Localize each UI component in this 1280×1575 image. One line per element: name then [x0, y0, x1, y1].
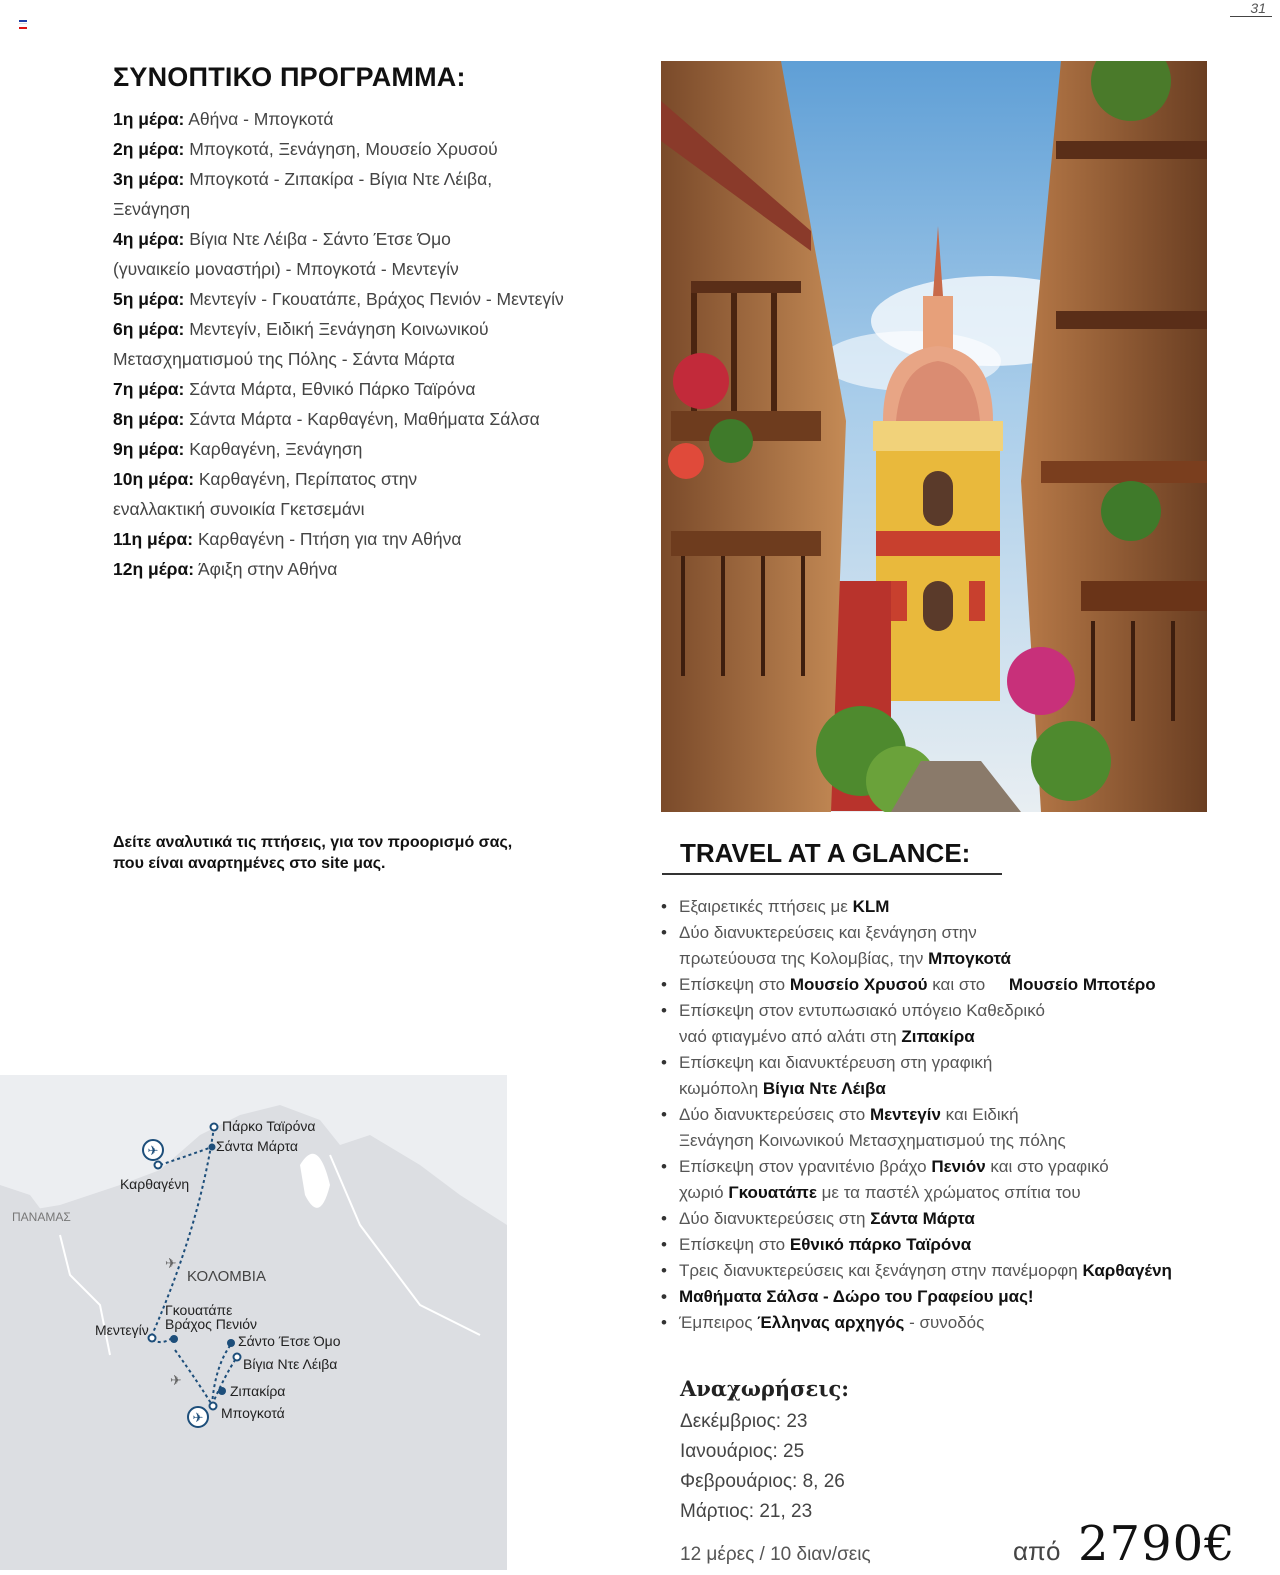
page-number-rule [1230, 16, 1272, 17]
glance-highlight: Ζιπακίρα [901, 1027, 975, 1046]
svg-text:✈: ✈ [147, 1143, 159, 1158]
glance-item [661, 1206, 1261, 1232]
day-text: Άφιξη στην Αθήνα [197, 559, 338, 579]
glance-highlight: Σάντα Μάρτα [870, 1209, 975, 1228]
glance-text: Εξαιρετικές πτήσεις με [679, 897, 853, 916]
map-label-tayrona: Πάρκο Ταϊρόνα [222, 1118, 316, 1134]
itinerary-day-11 [113, 524, 613, 554]
day-text: Μεντεγίν, Ειδική Ξενάγηση Κοινωνικού [189, 319, 489, 339]
map-label-guatape: Γκουατάπε [165, 1302, 233, 1318]
map-label-penon: Βράχος Πενιόν [165, 1316, 258, 1332]
price-from-label: από [1013, 1536, 1061, 1566]
glance-highlight: Μουσείο Μποτέρο [1008, 975, 1156, 994]
plane-icon: ✈ [165, 1255, 177, 1271]
map-label-medellin: Μεντεγίν [95, 1322, 149, 1338]
glance-list [661, 894, 1261, 1336]
day-label: 5η μέρα: [113, 289, 185, 309]
stop-zipaquira [218, 1387, 226, 1395]
glance-text: Επίσκεψη στο [679, 1235, 790, 1254]
itinerary-day-3 [113, 164, 613, 224]
glance-text: Ξενάγηση Κοινωνικού Μετασχηματισμού της πόλης [679, 1131, 1066, 1150]
glance-text: πρωτεύουσα της Κολομβίας, την [679, 949, 929, 968]
map-label-santo-ecce-homo: Σάντο Έτσε Όμο [238, 1333, 341, 1349]
glance-text: Έμπειρος [679, 1313, 758, 1332]
glance-title: TRAVEL AT A GLANCE: [680, 838, 971, 868]
glance-item [661, 1310, 1261, 1336]
map-label-santa-marta: Σάντα Μάρτα [216, 1138, 299, 1154]
glance-item [661, 1258, 1261, 1284]
glance-item [661, 1050, 1261, 1102]
day-label: 2η μέρα: [113, 139, 185, 159]
day-label: 3η μέρα: [113, 169, 185, 189]
map-label-cartagena: Καρθαγένη [120, 1176, 190, 1192]
glance-highlight: Έλληνας αρχηγός [757, 1313, 905, 1332]
day-text: Σάντα Μάρτα, Εθνικό Πάρκο Ταϊρόνα [189, 379, 476, 399]
glance-highlight: Καρθαγένη [1082, 1261, 1172, 1280]
glance-text: και στο γραφικό [985, 1157, 1109, 1176]
flights-note [113, 832, 583, 874]
stop-villa-de-leyva [234, 1354, 241, 1361]
svg-text:✈: ✈ [192, 1410, 204, 1425]
departure-month: Μάρτιος: 21, 23 [680, 1501, 813, 1522]
departure-month: Δεκέμβριος: 23 [680, 1411, 808, 1432]
day-text: Βίγια Ντε Λέιβα - Σάντο Έτσε Όμο [189, 229, 451, 249]
departure-month: Ιανουάριος: 25 [680, 1441, 805, 1462]
day-text: Αθήνα - Μπογκοτά [188, 109, 334, 129]
stop-santa-marta [209, 1144, 216, 1151]
itinerary-day-5 [113, 284, 613, 314]
glance-highlight: Μεντεγίν [869, 1105, 941, 1124]
day-text: Καρθαγένη, Περίπατος στην [198, 469, 418, 489]
glance-item [661, 1102, 1261, 1154]
airport-icon-bogota [188, 1407, 208, 1427]
day-text-cont: εναλλακτική συνοικία Γκετσεμάνι [113, 499, 365, 519]
day-label: 9η μέρα: [113, 439, 185, 459]
itinerary-day-12 [113, 554, 613, 584]
map-label-colombia: ΚΟΛΟΜΒΙΑ [187, 1268, 266, 1285]
map-label-villa-de-leyva: Βίγια Ντε Λέιβα [243, 1356, 338, 1372]
colombia-route-map [0, 1075, 507, 1570]
day-text: Μπογκοτά - Ζιπακίρα - Βίγια Ντε Λέιβα, [189, 169, 493, 189]
glance-text: χωριό [679, 1183, 729, 1202]
glance-item [661, 1154, 1261, 1206]
glance-highlight: Μουσείο Χρυσού [789, 975, 928, 994]
day-label: 10η μέρα: [113, 469, 195, 489]
glance-text: Επίσκεψη στο [679, 975, 790, 994]
glance-text: Τρεις διανυκτερεύσεις και ξενάγηση στην πανέμορφη [679, 1261, 1083, 1280]
glance-text: Δύο διανυκτερεύσεις στο [679, 1105, 870, 1124]
glance-highlight: KLM [852, 897, 890, 916]
glance-text: ναό φτιαγμένο από αλάτι στη [679, 1027, 902, 1046]
day-label: 7η μέρα: [113, 379, 185, 399]
glance-text: Επίσκεψη στον γρανιτένιο βράχο [679, 1157, 932, 1176]
day-text-cont: (γυναικείο μοναστήρι) - Μπογκοτά - Μεντεγίν [113, 259, 459, 279]
glance-highlight: Βίγια Ντε Λέιβα [762, 1079, 886, 1098]
day-label: 8η μέρα: [113, 409, 185, 429]
departures-list [680, 1407, 845, 1527]
itinerary-day-10 [113, 464, 613, 524]
page-number: 31 [1250, 0, 1266, 16]
stop-tayrona [211, 1124, 218, 1131]
itinerary-day-4 [113, 224, 613, 284]
day-label: 4η μέρα: [113, 229, 185, 249]
stop-bogota [210, 1403, 217, 1410]
glance-item [661, 920, 1261, 972]
stop-cartagena [155, 1162, 162, 1169]
stop-medellin [149, 1335, 156, 1342]
stop-guatape [170, 1335, 178, 1343]
itinerary-day-9 [113, 434, 613, 464]
flights-note-line-1: Δείτε αναλυτικά τις πτήσεις, για τον προορισμό σας, [113, 834, 513, 851]
glance-text: Δύο διανυκτερεύσεις στη [679, 1209, 871, 1228]
glance-title-underline [662, 873, 1002, 875]
glance-item [661, 894, 1261, 920]
flag-icon [19, 20, 27, 27]
itinerary-day-8 [113, 404, 613, 434]
map-label-bogota: Μπογκοτά [221, 1405, 285, 1421]
glance-highlight: Γκουατάπε [728, 1183, 817, 1202]
map-label-panama: ΠΑΝΑΜΑΣ [12, 1210, 71, 1224]
day-text: Σάντα Μάρτα - Καρθαγένη, Μαθήματα Σάλσα [189, 409, 540, 429]
glance-text: κωμόπολη [679, 1079, 763, 1098]
glance-item-gift [661, 1284, 1261, 1310]
itinerary-list [113, 104, 613, 584]
glance-highlight: Πενιόν [931, 1157, 986, 1176]
flights-note-line-2: που είναι αναρτημένες στο site μας. [113, 855, 386, 872]
stop-santo-ecce-homo [227, 1339, 235, 1347]
itinerary-day-6 [113, 314, 613, 374]
departure-month: Φεβρουάριος: 8, 26 [680, 1471, 845, 1492]
glance-highlight: Μαθήματα Σάλσα - Δώρο του Γραφείου μας! [679, 1287, 1034, 1306]
glance-text: και στο [927, 975, 990, 994]
glance-text: Επίσκεψη στον εντυπωσιακό υπόγειο Καθεδρικό [679, 1001, 1045, 1020]
glance-item [661, 1232, 1261, 1258]
map-label-zipaquira: Ζιπακίρα [230, 1383, 286, 1399]
day-label: 12η μέρα: [113, 559, 195, 579]
itinerary-day-2 [113, 134, 613, 164]
day-text: Μεντεγίν - Γκουατάπε, Βράχος Πενιόν - Μεντεγίν [189, 289, 564, 309]
cartagena-street-photo [661, 61, 1207, 812]
itinerary-day-1 [113, 104, 613, 134]
day-text: Μπογκοτά, Ξενάγηση, Μουσείο Χρυσού [189, 139, 498, 159]
plane-icon: ✈ [170, 1372, 182, 1388]
day-label: 6η μέρα: [113, 319, 185, 339]
itinerary-day-7 [113, 374, 613, 404]
day-text: Καρθαγένη, Ξενάγηση [189, 439, 363, 459]
glance-text: Δύο διανυκτερεύσεις και ξενάγηση στην [679, 923, 977, 942]
trip-duration: 12 μέρες / 10 διαν/σεις [680, 1544, 871, 1565]
glance-text: με τα παστέλ χρώματος σπίτια του [816, 1183, 1081, 1202]
day-text-cont: Μετασχηματισμού της Πόλης - Σάντα Μάρτα [113, 349, 455, 369]
day-label: 1η μέρα: [113, 109, 185, 129]
glance-highlight: Εθνικό πάρκο Ταϊρόνα [789, 1235, 972, 1254]
glance-highlight: Μπογκοτά [928, 949, 1012, 968]
airport-icon-cartagena [143, 1140, 163, 1160]
day-label: 11η μέρα: [113, 529, 194, 549]
glance-text: - συνοδός [904, 1313, 985, 1332]
glance-item [661, 998, 1261, 1050]
glance-item [661, 972, 1261, 998]
glance-text: και Ειδική [940, 1105, 1019, 1124]
day-text-cont: Ξενάγηση [113, 199, 191, 219]
program-title: ΣΥΝΟΠΤΙΚΟ ΠΡΟΓΡΑΜΜΑ: [113, 62, 466, 92]
glance-text: Επίσκεψη και διανυκτέρευση στη γραφική [679, 1053, 993, 1072]
departures-title: Αναχωρήσεις: [680, 1376, 850, 1401]
day-text: Καρθαγένη - Πτήση για την Αθήνα [197, 529, 462, 549]
price-value: 2790€ [1078, 1516, 1236, 1572]
